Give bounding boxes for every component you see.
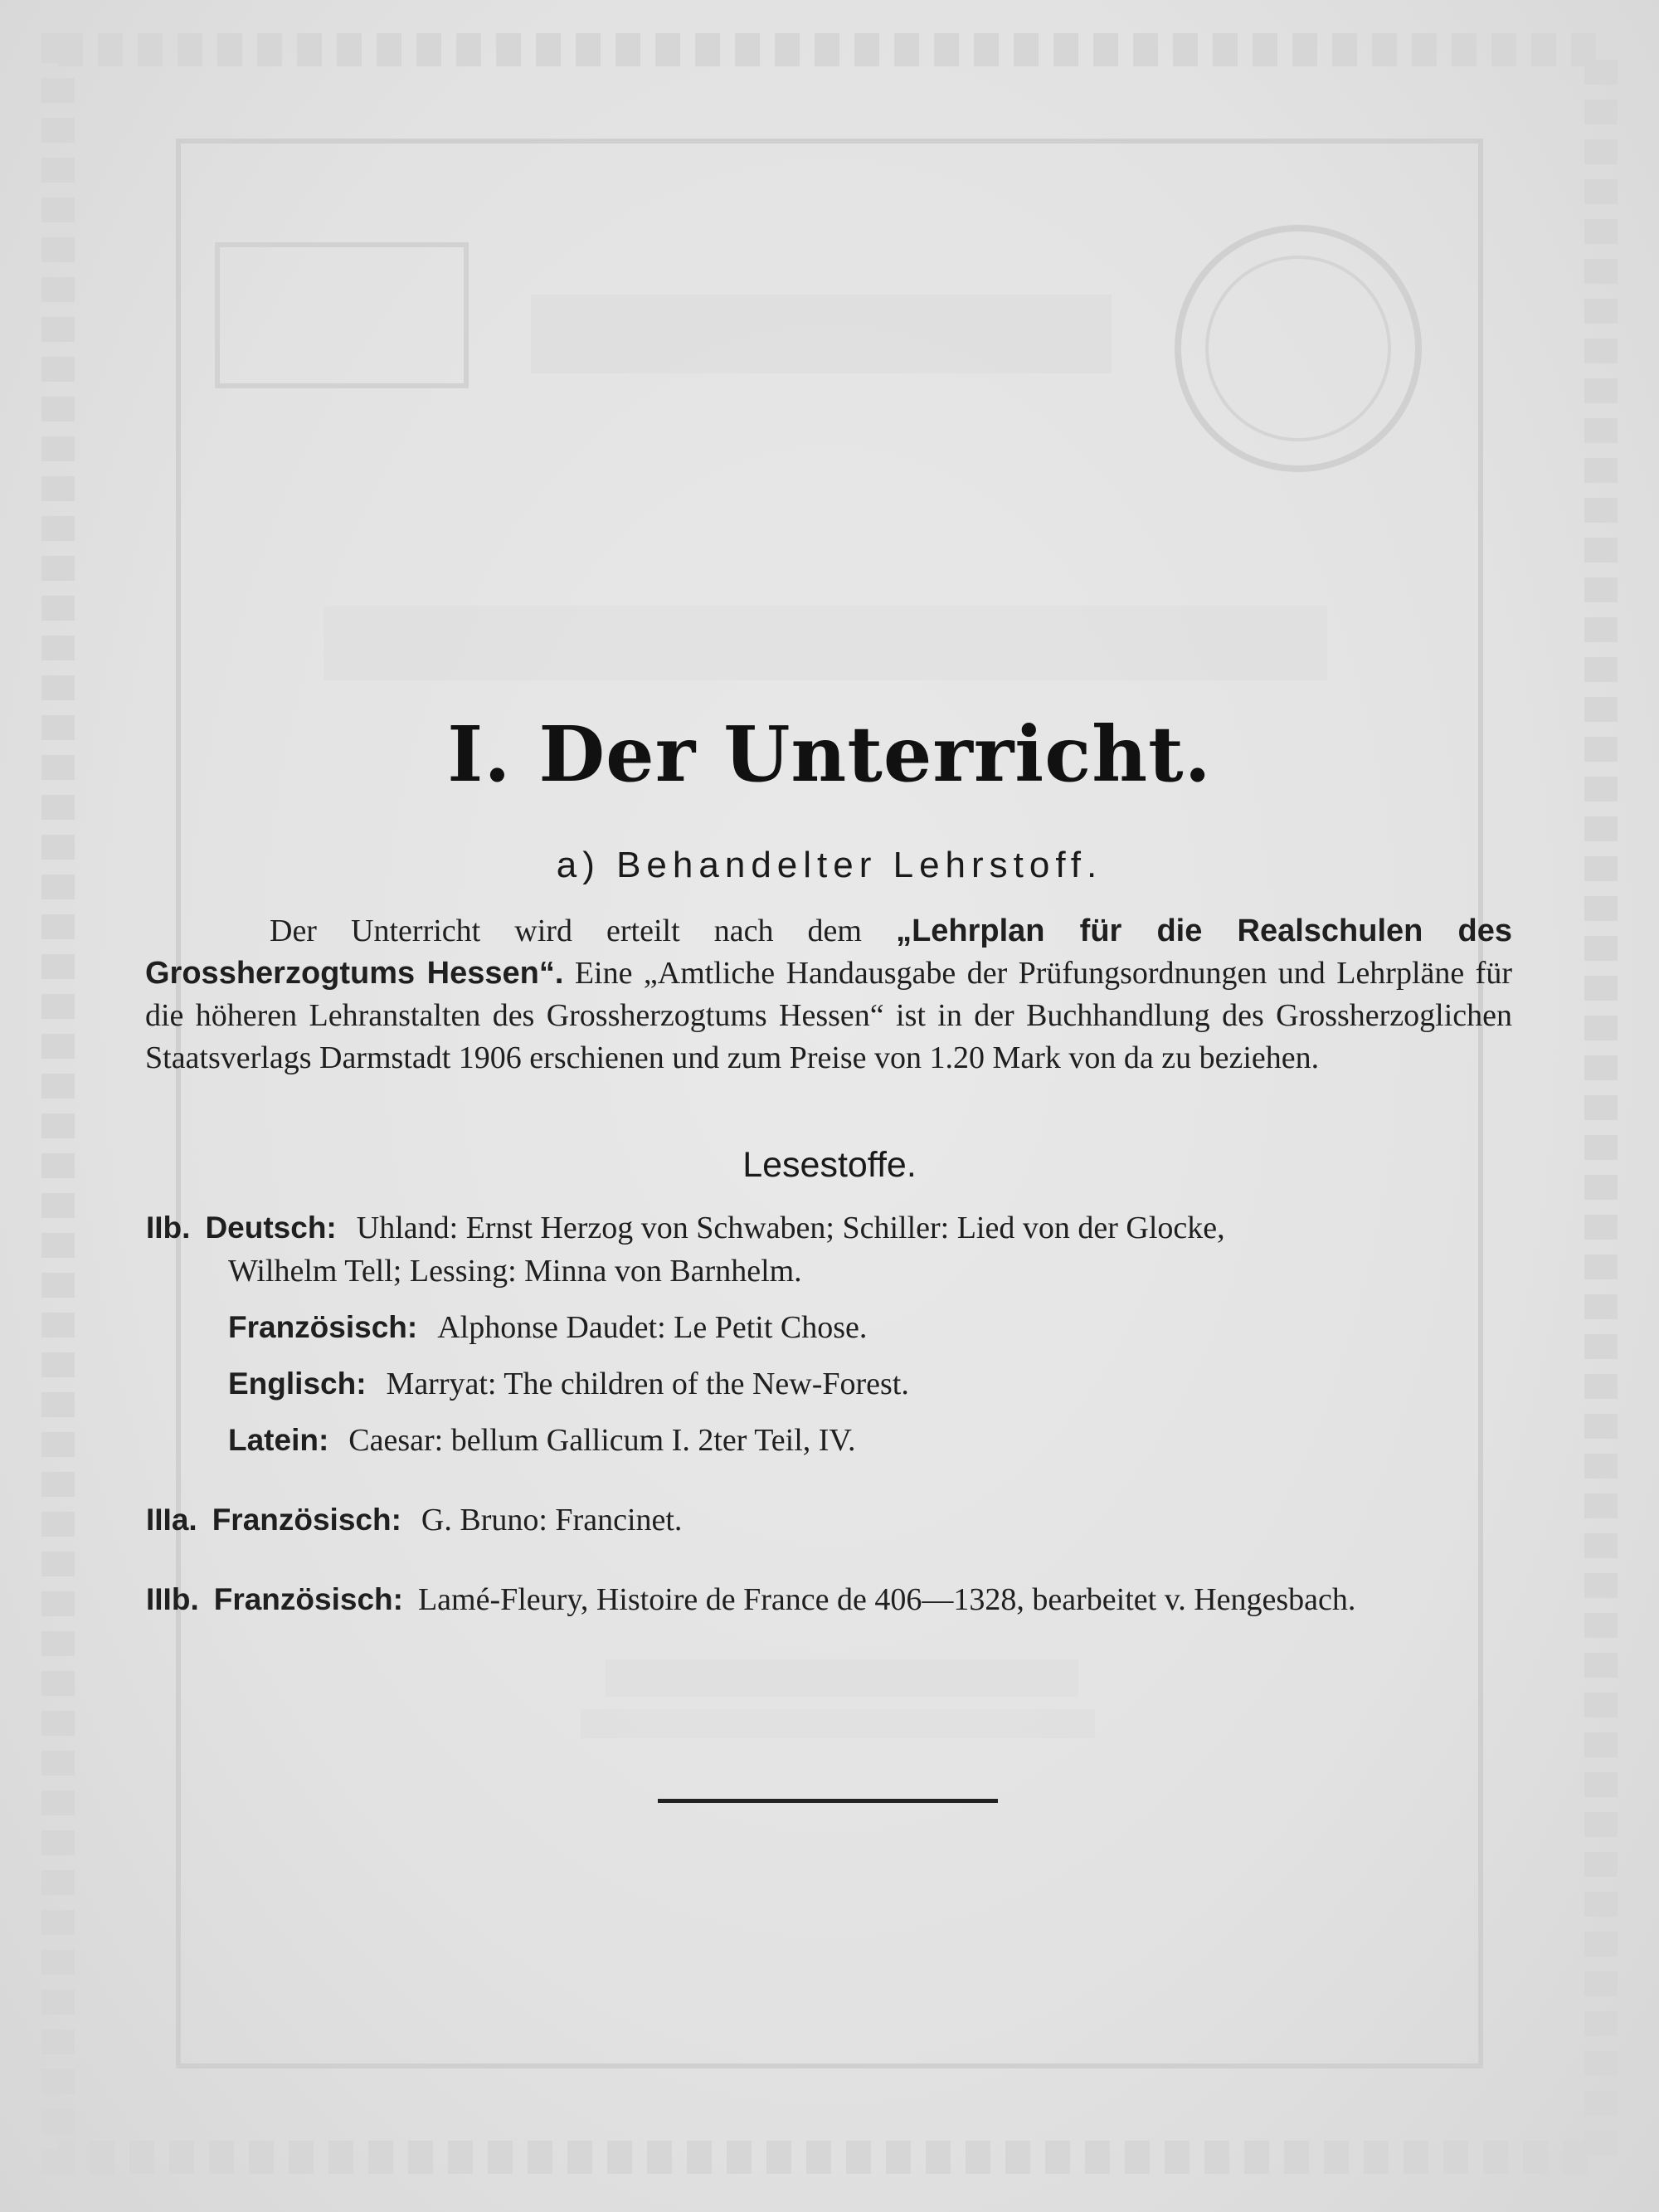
reading-text: Uhland: Ernst Herzog von Schwaben; Schiller: Lied von der Glocke, (356, 1211, 1225, 1245)
reading-entry-iiia-franzoesisch (146, 1502, 682, 1538)
subject-label: Französisch: (213, 1582, 403, 1616)
class-label: IIIb. (146, 1582, 199, 1616)
section-subtitle: a) Behandelter Lehrstoff. (556, 845, 1103, 885)
lesestoffe-heading: Lesestoffe. (742, 1145, 917, 1185)
subject-label: Deutsch: (205, 1211, 337, 1245)
reading-text: Caesar: bellum Gallicum I. 2ter Teil, IV. (348, 1423, 856, 1458)
reading-entry-iib-englisch (228, 1366, 909, 1402)
reading-text: Lamé-Fleury, Histoire de France de 406—1328, bearbeitet v. Hengesbach. (417, 1582, 1356, 1617)
reading-text: Marryat: The children of the New-Forest. (386, 1367, 909, 1401)
reading-text: G. Bruno: Francinet. (421, 1503, 683, 1537)
reading-entry-iiib-franzoesisch (146, 1581, 1355, 1618)
reading-entry-iib-latein (228, 1422, 855, 1459)
intro-bold-text: „Lehrplan für die Realschulen des Grossherzogtums Hessen“. (145, 914, 1512, 991)
section-divider (658, 1799, 998, 1803)
reading-entry-iib-deutsch-continued (228, 1253, 802, 1289)
class-label: IIIa. (146, 1503, 197, 1537)
intro-text-2: Eine „Amtliche Handausgabe der Prüfungsordnungen und Lehrpläne für die höheren Lehranstalten des Grossherzogtums Hessen“ ist in der Buchhandlung des Grossherzoglichen Staatsverlags Darmstadt 1906 erschienen und zum Preise von 1.20 Mark von da zu beziehen. (145, 956, 1512, 1075)
page-title: I. Der Unterricht. (447, 709, 1212, 799)
intro-text-1: Der Unterricht wird erteilt nach dem (270, 914, 897, 948)
subject-label: Latein: (228, 1423, 329, 1457)
intro-paragraph (145, 910, 1512, 1079)
reading-text: Wilhelm Tell; Lessing: Minna von Barnhelm. (228, 1254, 802, 1289)
subject-label: Französisch: (212, 1503, 401, 1537)
reading-text: Alphonse Daudet: Le Petit Chose. (437, 1310, 868, 1345)
class-label: IIb. (146, 1211, 191, 1245)
subject-label: Englisch: (228, 1367, 367, 1401)
reading-entry-iib-deutsch (146, 1210, 1225, 1246)
subject-label: Französisch: (228, 1310, 418, 1344)
reading-entry-iib-franzoesisch (228, 1309, 867, 1346)
